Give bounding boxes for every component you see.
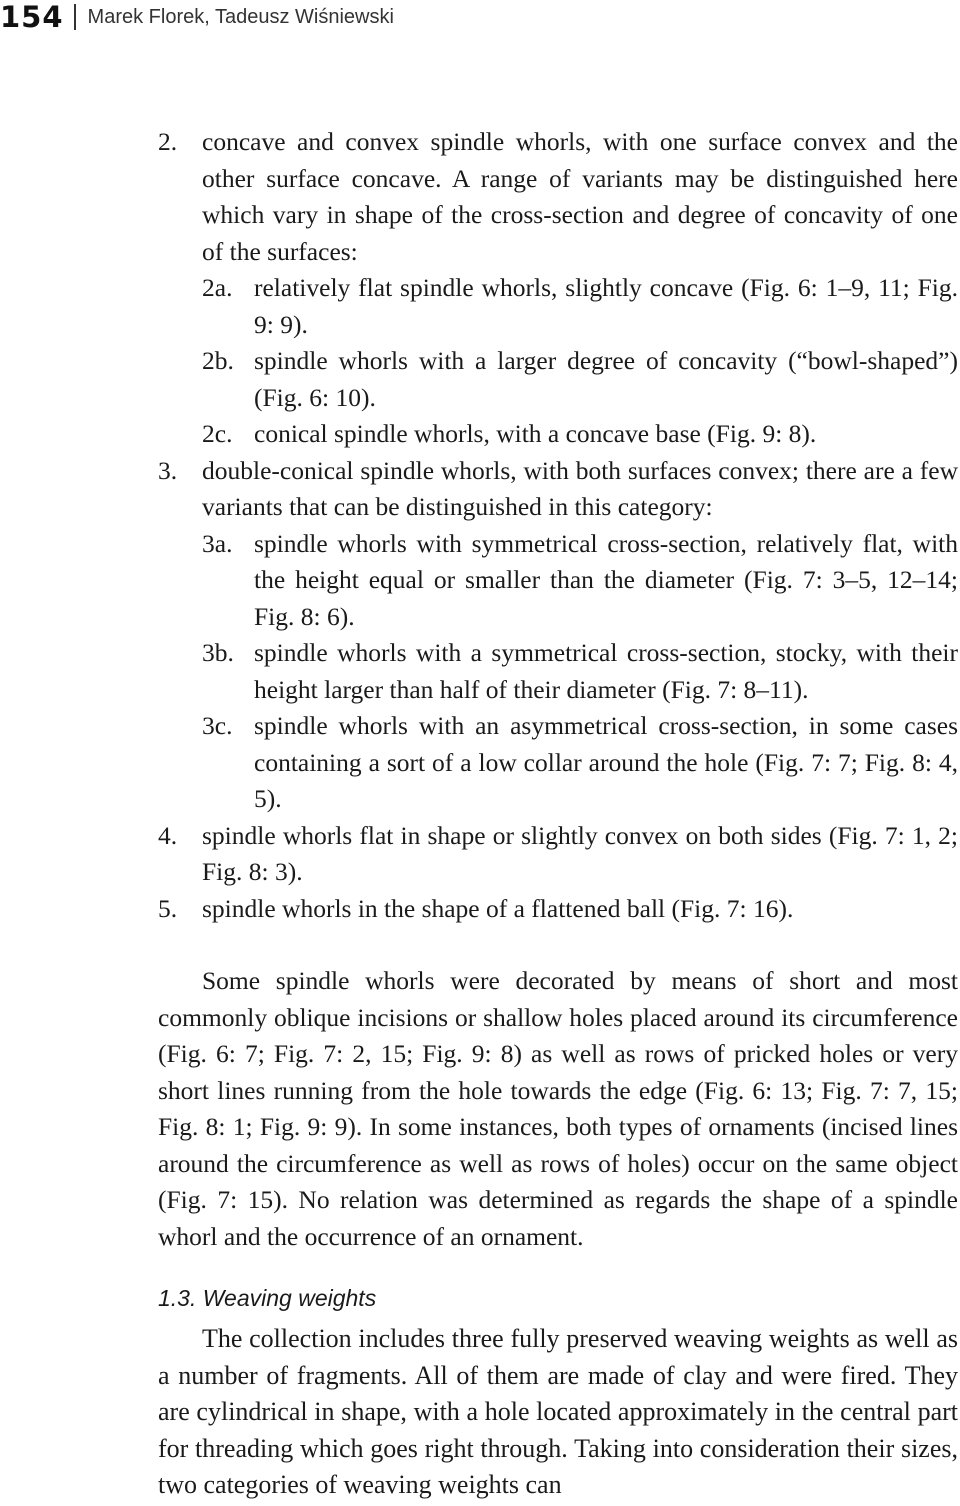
list-item-3c [158,708,958,818]
list-item-2a [158,270,958,343]
spacer [158,1255,958,1283]
list-item-2b [158,343,958,416]
header-divider [74,4,76,30]
list-number: 2b. [202,346,234,375]
list-text: concave and convex spindle whorls, with one surface convex and the other surface concave. A range of variants may be distinguished here which vary in shape of the cross-section and degree of concavity of one of the surfaces: [202,127,958,266]
list-number: 2a. [202,273,233,302]
list-number: 3b. [202,638,234,667]
list-text: double-conical spindle whorls, with both surfaces convex; there are a few variants that can be distinguished in this category: [202,455,958,521]
list-text: conical spindle whorls, with a concave base (Fig. 9: 8). [254,419,817,448]
list-number: 3c. [202,711,233,740]
list-item-5 [158,891,958,928]
list-number: 2. [158,127,178,156]
list-number: 5. [158,893,178,923]
section-heading: 1.3. Weaving weights [158,1285,377,1311]
list-item-2c [158,416,958,453]
list-text: spindle whorls with a symmetrical cross-section, stocky, with their height larger than half of their diameter (Fig. 7: 8–11). [254,638,958,704]
list-item-4 [158,818,958,891]
list-item-3b [158,635,958,708]
page-number: 154 [0,0,64,34]
list-number: 4. [158,820,178,850]
spacer [158,927,958,963]
list-item-3a [158,526,958,636]
page-header [0,0,394,34]
list-text: spindle whorls with a larger degree of concavity (“bowl-shaped”) (Fig. 6: 10). [254,346,958,412]
list-text: spindle whorls in the shape of a flattened ball (Fig. 7: 16). [202,893,794,923]
list-text: relatively flat spindle whorls, slightly concave (Fig. 6: 1–9, 11; Fig. 9: 9). [254,273,958,339]
list-number: 3. [158,455,178,485]
list-number: 2c. [202,419,233,448]
main-text [158,124,958,1504]
list-text: spindle whorls with an asymmetrical cross-section, in some cases containing a sort of a low collar around the hole (Fig. 7: 7; Fig. 8: 4, 5). [254,711,958,813]
list-item-2 [158,124,958,270]
weaving-weights-paragraph: The collection includes three fully preserved weaving weights as well as a number of fragments. All of them are made of clay and were fired. They are cylindrical in shape, with a hole located approximately in the central part for threading which goes right through. Taking into consideration their sizes, two categories of weaving weights can [158,1324,958,1499]
list-number: 3a. [202,528,233,558]
decoration-paragraph: Some spindle whorls were decorated by means of short and most commonly oblique incisions or shallow holes placed around its circumference (Fig. 6: 7; Fig. 7: 2, 15; Fig. 9: 8) as well as rows of pricked holes or very short lines running from the hole towards the edge (Fig. 6: 13; Fig. 7: 7, 15; Fig. 8: 1; Fig. 9: 9). In some instances, both types of ornaments (incised lines around the circumference as well as rows of holes) occur on the same object (Fig. 7: 15). No relation was determined as regards the shape of a spindle whorl and the occurrence of an ornament. [158,966,958,1251]
list-text: spindle whorls flat in shape or slightly convex on both sides (Fig. 7: 1, 2; Fig. 8: 3). [202,820,958,886]
list-text: spindle whorls with symmetrical cross-section, relatively flat, with the height equal or smaller than the diameter (Fig. 7: 3–5, 12–14; Fig. 8: 6). [254,528,958,631]
list-item-3 [158,453,958,526]
running-head-authors: Marek Florek, Tadeusz Wiśniewski [87,5,394,28]
